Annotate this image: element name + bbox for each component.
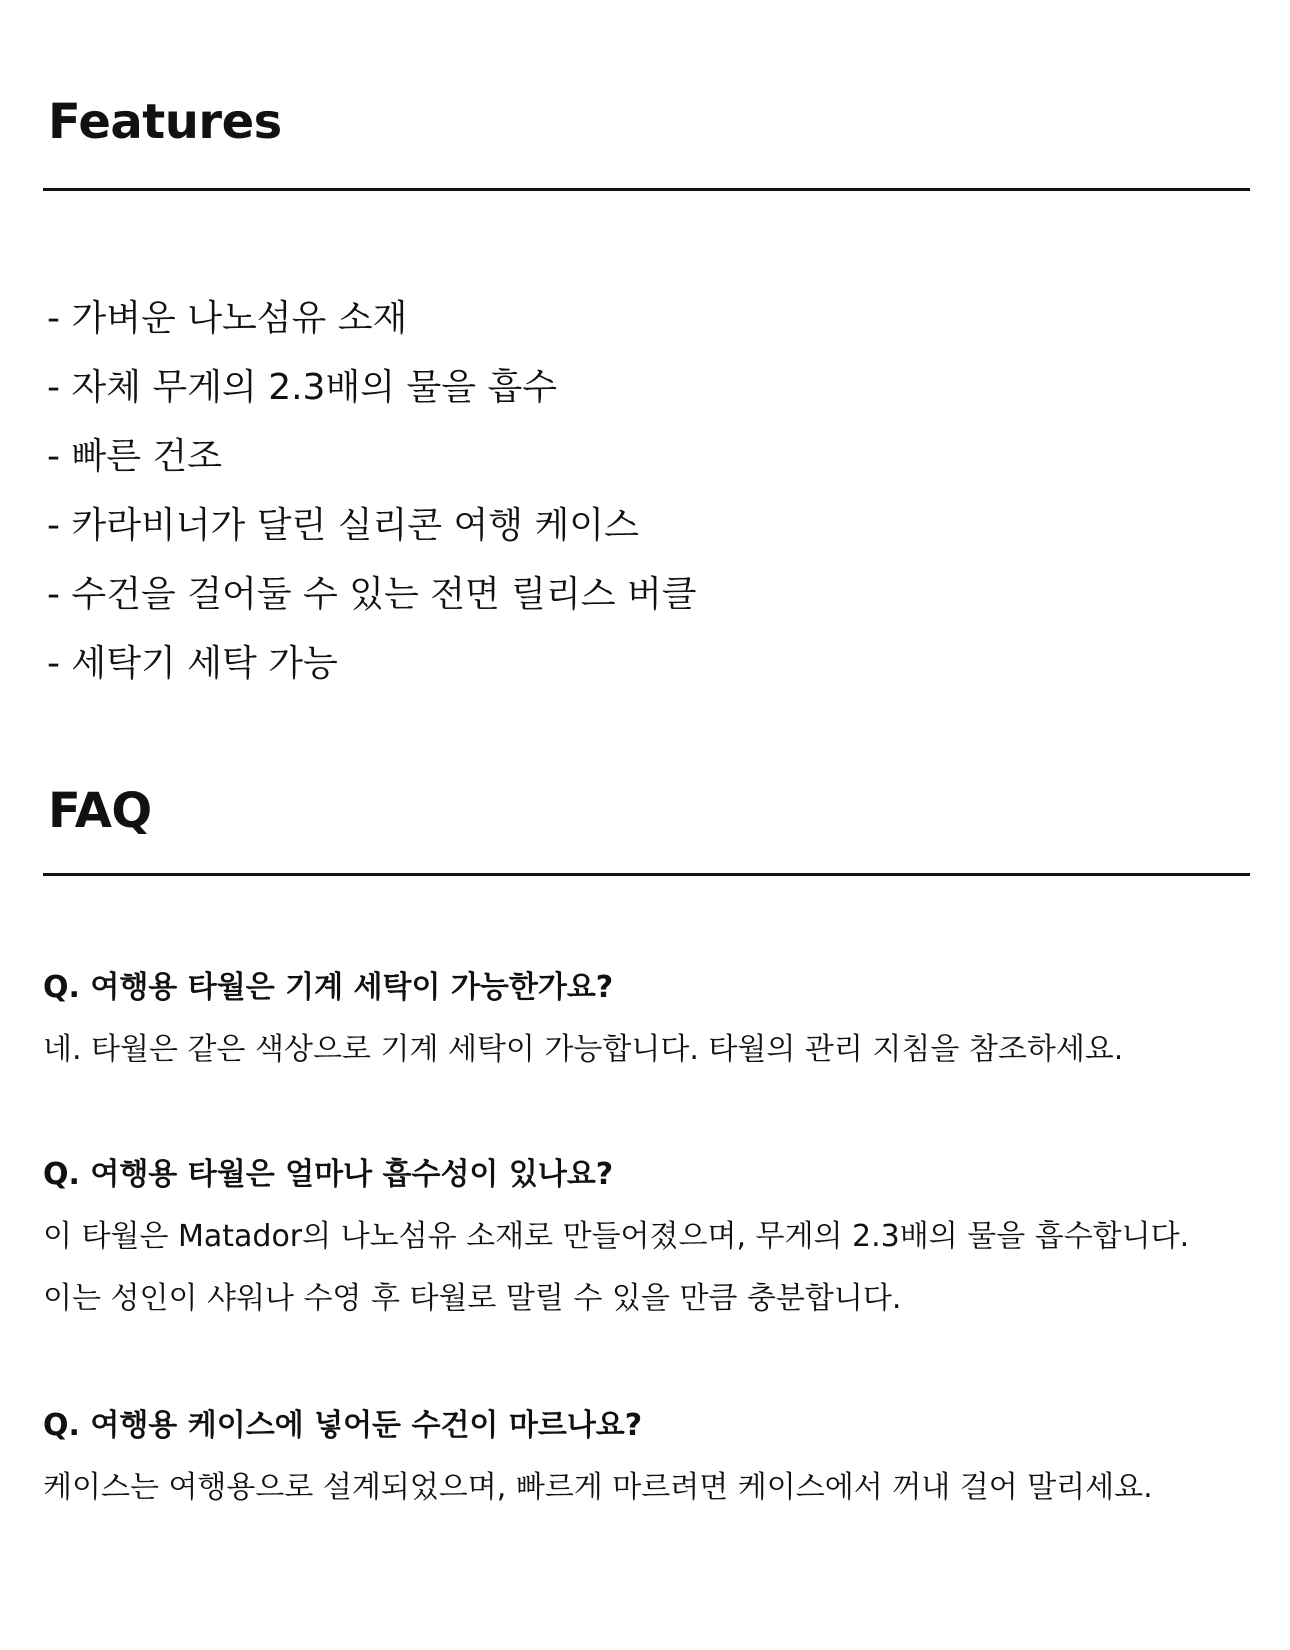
faq-answer: 이는 성인이 샤워나 수영 후 타월로 말릴 수 있을 만큼 충분합니다. (43, 1281, 902, 1316)
faq-question: Q. 여행용 타월은 기계 세탁이 가능한가요? (43, 970, 614, 1005)
faq-question: Q. 여행용 타월은 얼마나 흡수성이 있나요? (43, 1157, 614, 1192)
feature-item: - 빠른 건조 (47, 436, 222, 477)
feature-item: - 자체 무게의 2.3배의 물을 흡수 (47, 367, 557, 408)
feature-item: - 카라비너가 달린 실리콘 여행 케이스 (47, 505, 639, 546)
features-divider (43, 188, 1250, 191)
faq-item (43, 968, 1250, 1092)
feature-item: - 가벼운 나노섬유 소재 (47, 298, 408, 339)
feature-item: - 수건을 걸어둘 수 있는 전면 릴리스 버클 (47, 574, 697, 615)
faq-item (43, 1155, 1250, 1341)
faq-heading: FAQ (48, 783, 152, 839)
feature-item: - 세탁기 세탁 가능 (47, 643, 338, 684)
features-heading: Features (48, 94, 282, 150)
faq-question: Q. 여행용 케이스에 넣어둔 수건이 마르나요? (43, 1408, 643, 1443)
feature-list (47, 284, 697, 698)
faq-divider (43, 873, 1250, 876)
faq-answer: 이 타월은 Matador의 나노섬유 소재로 만들어졌으며, 무게의 2.3배의 물을 흡수합니다. (43, 1219, 1190, 1254)
faq-item (43, 1406, 1250, 1530)
faq-answer: 네. 타월은 같은 색상으로 기계 세탁이 가능합니다. 타월의 관리 지침을 참조하세요. (43, 1032, 1124, 1067)
faq-answer: 케이스는 여행용으로 설계되었으며, 빠르게 마르려면 케이스에서 꺼내 걸어 말리세요. (43, 1470, 1153, 1505)
